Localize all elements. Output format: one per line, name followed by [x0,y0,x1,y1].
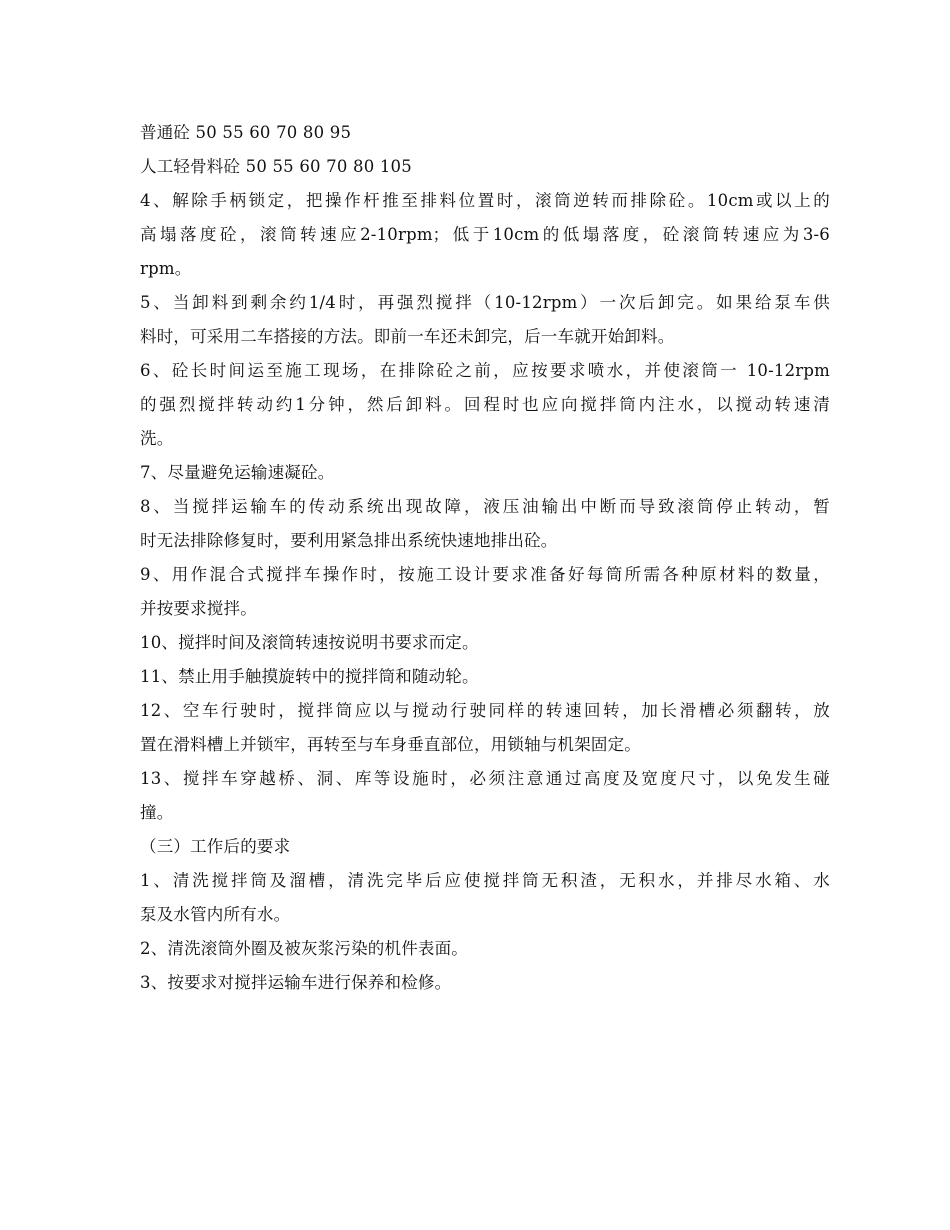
text-line-item-4-a: 4、解除手柄锁定，把操作杆推至排料位置时，滚筒逆转而排除砼。10cm或以上的 [140,191,830,210]
text-line-item-4-c: rpm。 [140,259,192,278]
text-line-item-7: 7、尽量避免运输速凝砼。 [140,463,335,482]
text-line-after-3: 3、按要求对搅拌运输车进行保养和检修。 [140,973,452,992]
text-line-after-1-a: 1、清洗搅拌筒及溜槽，清洗完毕后应使搅拌筒无积渣，无积水，并排尽水箱、水 [140,871,830,890]
text-line-item-12-a: 12、空车行驶时，搅拌筒应以与搅动行驶同样的转速回转，加长滑槽必须翻转，放 [140,701,830,720]
text-line-concrete-ordinary: 普通砼 50 55 60 70 80 95 [140,123,352,142]
text-line-item-8-b: 时无法排除修复时，要利用紧急排出系统快速地排出砼。 [140,531,558,550]
text-line-after-1-b: 泵及水管内所有水。 [140,905,291,924]
text-line-item-5-a: 5、当卸料到剩余约1/4时，再强烈搅拌（10-12rpm）一次后卸完。如果给泵车供 [140,293,830,312]
text-line-item-11: 11、禁止用手触摸旋转中的搅拌筒和随动轮。 [140,667,479,686]
text-line-after-2: 2、清洗滚筒外圈及被灰浆污染的机件表面。 [140,939,468,958]
text-line-concrete-lightweight: 人工轻骨料砼 50 55 60 70 80 105 [140,157,412,176]
text-line-item-6-b: 的强烈搅拌转动约1分钟，然后卸料。回程时也应向搅拌筒内注水，以搅动转速清 [140,395,830,414]
text-line-item-13-b: 撞。 [140,803,174,822]
text-line-item-6-a: 6、砼长时间运至施工现场，在排除砼之前，应按要求喷水，并使滚筒一 10-12rpm [140,361,830,380]
text-line-item-4-b: 高塌落度砼，滚筒转速应2-10rpm；低于10cm的低塌落度，砼滚筒转速应为3-6 [140,225,830,244]
text-line-item-8-a: 8、当搅拌运输车的传动系统出现故障，液压油输出中断而导致滚筒停止转动，暂 [140,497,830,516]
text-line-item-9-a: 9、用作混合式搅拌车操作时，按施工设计要求准备好每筒所需各种原材料的数量， [140,565,830,584]
text-line-item-12-b: 置在滑料槽上并锁牢，再转至与车身垂直部位，用锁轴与机架固定。 [140,735,641,754]
text-line-item-9-b: 并按要求搅拌。 [140,599,257,618]
text-line-item-10: 10、搅拌时间及滚筒转速按说明书要求而定。 [140,633,479,652]
document-page [140,116,830,1000]
text-line-item-13-a: 13、搅拌车穿越桥、洞、库等设施时，必须注意通过高度及宽度尺寸，以免发生碰 [140,769,830,788]
text-line-item-6-c: 洗。 [140,429,174,448]
section-heading-after-work: （三）工作后的要求 [140,837,291,856]
text-line-item-5-b: 料时，可采用二车搭接的方法。即前一车还未卸完，后一车就开始卸料。 [140,327,675,346]
